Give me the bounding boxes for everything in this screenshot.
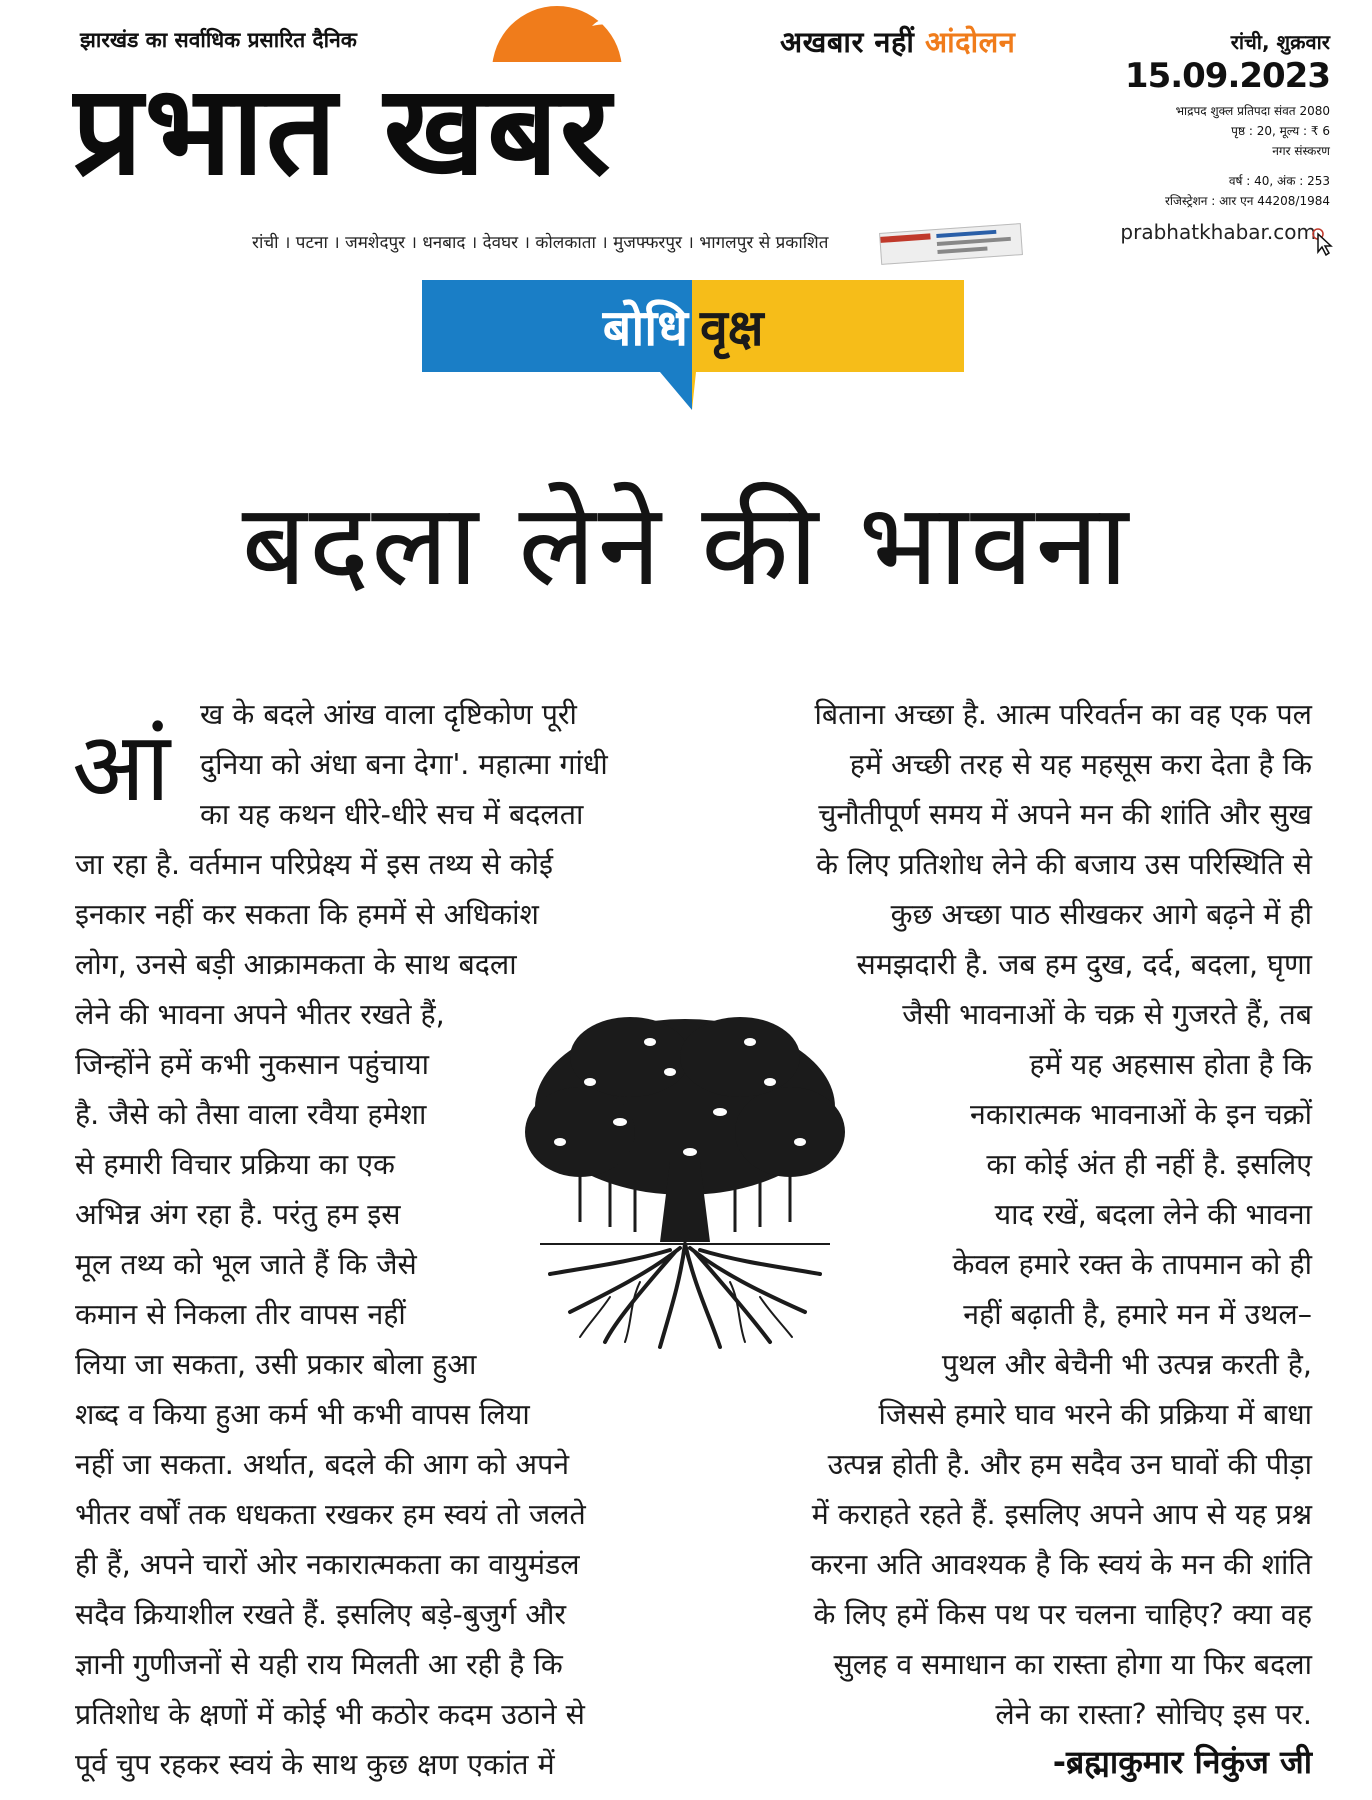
article-line: है. जैसे को तैसा वाला रवैया हमेशा xyxy=(75,1098,427,1131)
article-line: जिससे हमारे घाव भरने की प्रक्रिया में बाधा xyxy=(878,1398,1312,1431)
section-label-part-1: बोधि xyxy=(602,299,688,357)
article-line: के लिए प्रतिशोध लेने की बजाय उस परिस्थिति से xyxy=(816,848,1312,881)
article-line: ख के बदले आंख वाला दृष्टिकोण पूरी xyxy=(200,698,577,731)
article-line: याद रखें, बदला लेने की भावना xyxy=(994,1198,1312,1231)
article-line: अभिन्न अंग रहा है. परंतु हम इस xyxy=(75,1198,401,1231)
article-line: पूर्व चुप रहकर स्वयं के साथ कुछ क्षण एकांत में xyxy=(75,1748,555,1781)
article-line: पुथल और बेचैनी भी उत्पन्न करती है, xyxy=(941,1348,1312,1381)
issue-number: वर्ष : 40, अंक : 253 xyxy=(1228,174,1330,188)
editions-line: रांची । पटना । जमशेदपुर । धनबाद । देवघर । कोलकाता । मुजफ्फरपुर । भागलपुर से प्रकाशित xyxy=(252,233,829,253)
article-line: भीतर वर्षों तक धधकता रखकर हम स्वयं तो जलते xyxy=(75,1498,586,1531)
tagline-right-part-1: अखबार नहीं xyxy=(780,25,915,59)
article-line: में कराहते रहते हैं. इसलिए अपने आप से यह प्रश्न xyxy=(811,1498,1312,1531)
article-line: के लिए हमें किस पथ पर चलना चाहिए? क्या वह xyxy=(813,1598,1312,1631)
article-line: लोग, उनसे बड़ी आक्रामकता के साथ बदला xyxy=(75,948,517,981)
banner-pointer xyxy=(660,372,692,410)
article-line: इनकार नहीं कर सकता कि हममें से अधिकांश xyxy=(75,898,539,931)
article-line: ज्ञानी गुणीजनों से यही राय मिलती आ रही है कि xyxy=(75,1648,563,1681)
article-line: नहीं जा सकता. अर्थात, बदले की आग को अपने xyxy=(75,1448,570,1481)
article-line: प्रतिशोध के क्षणों में कोई भी कठोर कदम उठाने से xyxy=(75,1698,585,1731)
article-line: ही हैं, अपने चारों ओर नकारात्मकता का वायुमंडल xyxy=(75,1548,580,1581)
article-line: का कोई अंत ही नहीं है. इसलिए xyxy=(986,1148,1312,1181)
article-headline: बदला लेने की भावना xyxy=(241,478,1131,611)
article-line: लेने की भावना अपने भीतर रखते हैं, xyxy=(75,998,445,1031)
masthead-tagline-left: झारखंड का सर्वाधिक प्रसारित दैनिक xyxy=(80,28,357,52)
cursor-icon xyxy=(1312,228,1334,256)
article-line: सदैव क्रियाशील रखते हैं. इसलिए बड़े-बुजुर्ग और xyxy=(75,1598,567,1631)
article-line: समझदारी है. जब हम दुख, दर्द, बदला, घृणा xyxy=(856,948,1312,981)
article-line: जा रहा है. वर्तमान परिप्रेक्ष्य में इस तथ्य से कोई xyxy=(75,848,554,881)
article-line: जैसी भावनाओं के चक्र से गुजरते हैं, तब xyxy=(902,998,1312,1031)
drop-cap: आं xyxy=(72,711,171,823)
tagline-right-part-2: आंदोलन xyxy=(925,25,1016,59)
article-line: लिया जा सकता, उसी प्रकार बोला हुआ xyxy=(75,1348,477,1381)
article-line: जिन्होंने हमें कभी नुकसान पहुंचाया xyxy=(75,1048,429,1081)
article-line: शब्द व किया हुआ कर्म भी कभी वापस लिया xyxy=(75,1398,530,1431)
newspaper-thumbnail-icon xyxy=(879,223,1023,265)
article-line: से हमारी विचार प्रक्रिया का एक xyxy=(75,1148,395,1181)
city-day: रांची, शुक्रवार xyxy=(1230,30,1330,54)
article-line: करना अति आवश्यक है कि स्वयं के मन की शांति xyxy=(810,1548,1312,1581)
newspaper-title[interactable]: प्रभात खबर xyxy=(72,58,613,203)
bird-logo-icon xyxy=(590,8,650,36)
section-label-part-2: वृक्ष xyxy=(700,299,764,357)
article-line: सुलह व समाधान का रास्ता होगा या फिर बदला xyxy=(833,1648,1312,1681)
article-line: हमें अच्छी तरह से यह महसूस करा देता है कि xyxy=(849,748,1312,781)
article-line: नहीं बढ़ाती है, हमारे मन में उथल– xyxy=(963,1298,1312,1331)
article-line: केवल हमारे रक्त के तापमान को ही xyxy=(952,1248,1312,1281)
article-line: कुछ अच्छा पाठ सीखकर आगे बढ़ने में ही xyxy=(890,898,1312,931)
edition-name: नगर संस्करण xyxy=(1272,144,1330,158)
banner-pointer-yellow xyxy=(692,372,696,410)
article-line: बिताना अच्छा है. आत्म परिवर्तन का वह एक पल xyxy=(814,698,1312,731)
article-author: -ब्रह्माकुमार निकुंज जी xyxy=(1052,1743,1312,1781)
article-line: दुनिया को अंधा बना देगा'. महात्मा गांधी xyxy=(200,748,608,781)
pages-price: पृष्ठ : 20, मूल्य : ₹ 6 xyxy=(1231,124,1330,138)
article-line: मूल तथ्य को भूल जाते हैं कि जैसे xyxy=(75,1248,417,1281)
samvat-info: भाद्रपद शुक्ल प्रतिपदा संवत 2080 xyxy=(1175,104,1330,118)
website-link[interactable]: prabhatkhabar.com xyxy=(1120,220,1316,244)
article-line: हमें यह अहसास होता है कि xyxy=(1029,1048,1312,1081)
issue-date: 15.09.2023 xyxy=(1124,56,1330,96)
article-line: उत्पन्न होती है. और हम सदैव उन घावों की पीड़ा xyxy=(827,1448,1312,1481)
article-line: नकारात्मक भावनाओं के इन चक्रों xyxy=(970,1098,1312,1131)
registration-number: रजिस्ट्रेशन : आर एन 44208/1984 xyxy=(1165,194,1330,208)
article-line: लेने का रास्ता? सोचिए इस पर. xyxy=(995,1698,1312,1731)
article-line: चुनौतीपूर्ण समय में अपने मन की शांति और सुख xyxy=(818,798,1312,831)
article-line: कमान से निकला तीर वापस नहीं xyxy=(75,1298,406,1331)
banyan-tree-icon xyxy=(520,1012,850,1352)
article-line: का यह कथन धीरे-धीरे सच में बदलता xyxy=(200,798,584,831)
